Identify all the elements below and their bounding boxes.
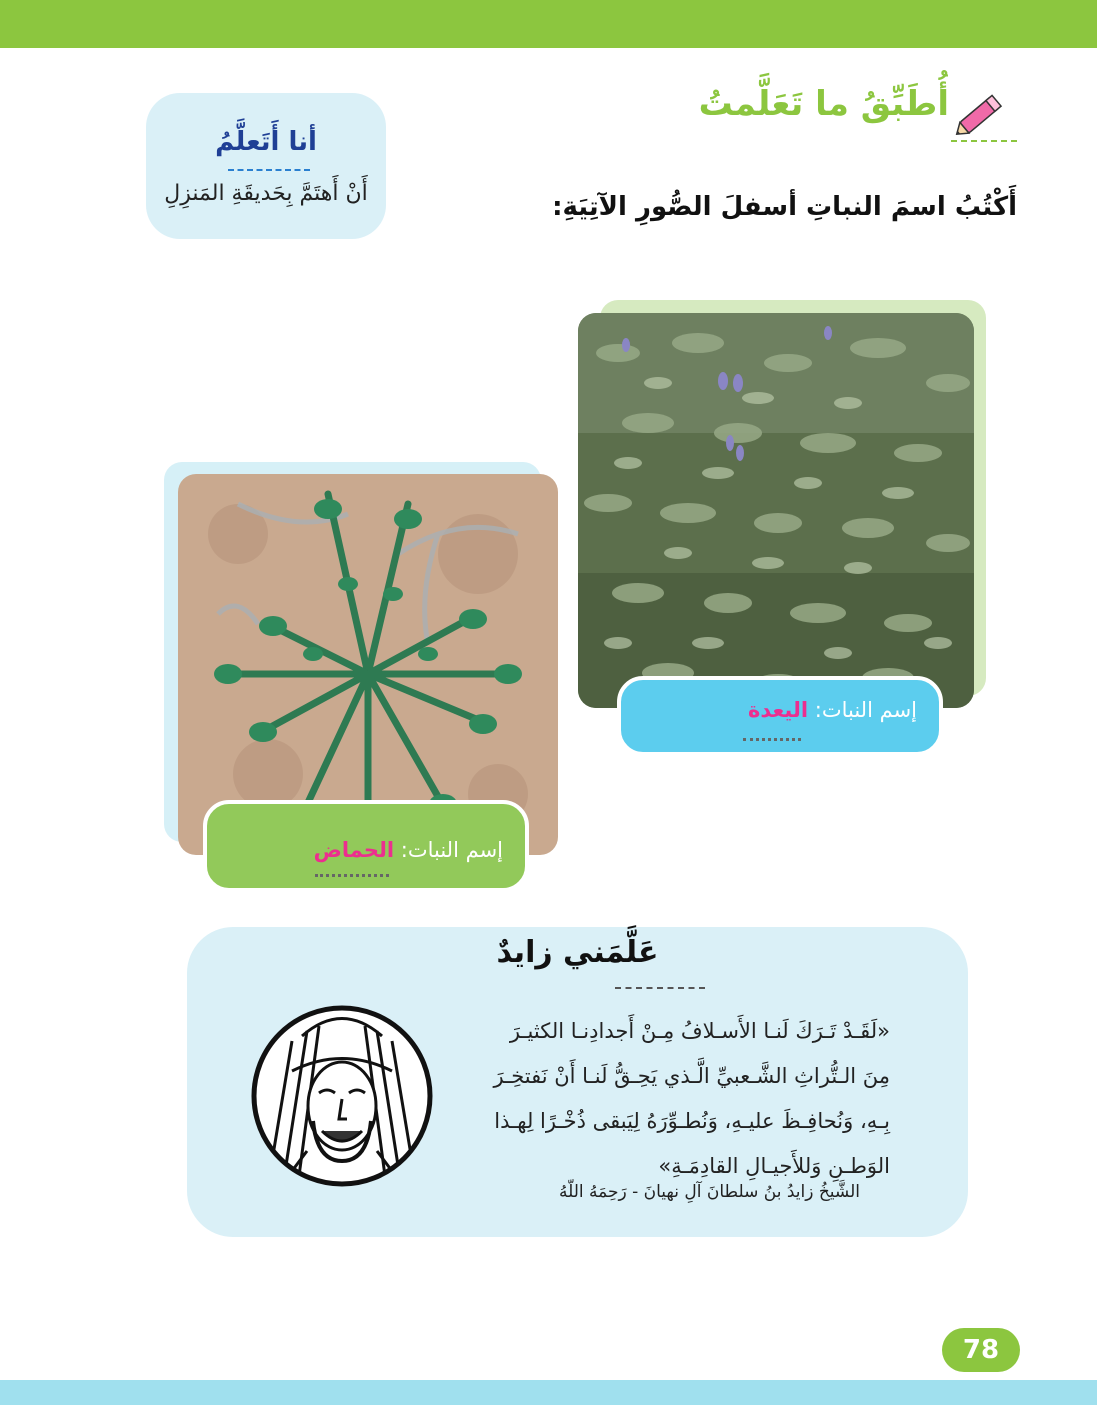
answer-dotted-line [315,874,389,877]
plant-label-prefix: إسم النبات: [814,698,917,722]
top-bar [0,0,1097,48]
pencil-icon [949,80,1015,146]
learn-box-text: أَنْ أَهتَمَّ بِحَديقَةِ المَنزِلِ [164,181,368,206]
plant-name-answer[interactable]: الحماض [313,838,395,862]
bottom-bar [0,1380,1097,1405]
quote-line: الوَطـنِ وَللأَجيـالِ القادِمَـةِ» [658,1154,890,1178]
quote-line: بِـهِ، وَنُحافِـظَ عليـهِ، وَنُطـوِّرَهُ لِيَبقى ذُخْـرًا لِهـذا [494,1109,890,1133]
learn-title-underline [228,169,310,171]
learn-box [146,93,386,239]
zayed-quote-box [187,927,968,1237]
section-header [657,80,1017,150]
plant-photo-1 [578,313,974,708]
plant-photo-2 [178,474,558,855]
plant-name-answer[interactable]: اليعدة [748,698,809,722]
zayed-box-title: عَلَّمَني زايدٌ [496,935,659,970]
zayed-quote [470,1009,890,1189]
plant-label-prefix: إسم النبات: [400,838,503,862]
plant-label-1 [617,676,943,756]
answer-dotted-line [743,738,801,741]
plant-label-2 [203,800,529,892]
quote-line: مِنَ الـتُّراثِ الشَّـعبيِّ الَّـذي يَحِـقُّ لَنـا أَنْ نَفتخِـرَ [493,1064,890,1088]
quote-line: «لَقَـدْ تَـرَكَ لَنـا الأَسـلافُ مِـنْ أَجدادِنـا الكثيـرَ [509,1019,890,1043]
portrait-icon [247,1001,437,1191]
title-underline [951,140,1017,142]
quote-signature: الشَّيخُ زايدُ بنُ سلطانَ آلِ نهيانَ - رَحِمَهُ اللّهُ [558,1182,860,1202]
section-title: أُطَبِّقُ ما تَعَلَّمتُ [698,84,949,124]
learn-box-title: أنا أَتَعلَّمُ [215,127,317,157]
instruction-text: أَكْتُبُ اسمَ النباتِ أسفلَ الصُّورِ الآتِيَةِ: [552,192,1017,222]
zayed-title-underline [615,987,705,989]
page-number: 78 [942,1328,1020,1372]
